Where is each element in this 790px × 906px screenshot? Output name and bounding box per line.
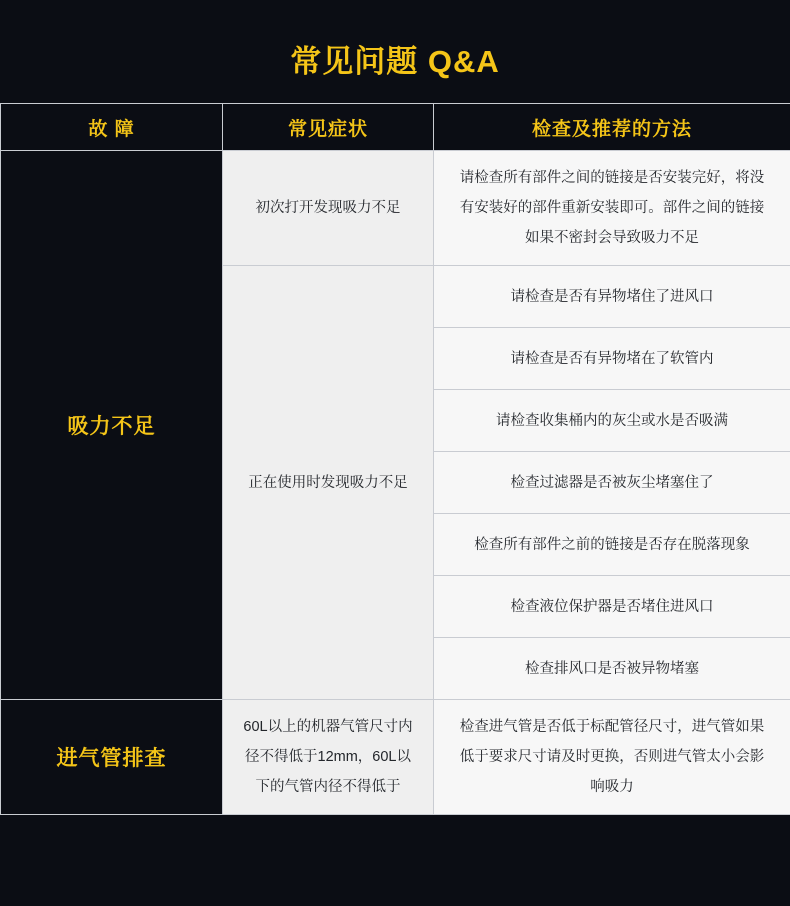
category-cell: 吸力不足 <box>1 151 223 700</box>
advice-cell: 请检查收集桶内的灰尘或水是否吸满 <box>434 390 790 452</box>
advice-cell: 检查排风口是否被异物堵塞 <box>434 638 790 700</box>
symptom-cell: 60L以上的机器气管尺寸内径不得低于12mm，60L以下的气管内径不得低于 <box>223 700 434 815</box>
column-header-fault: 故 障 <box>1 104 223 151</box>
table-header <box>1 104 790 151</box>
advice-cell: 请检查所有部件之间的链接是否安装完好，将没有安装好的部件重新安装即可。部件之间的链接如果不密封会导致吸力不足 <box>434 151 790 266</box>
symptom-cell: 初次打开发现吸力不足 <box>223 151 434 266</box>
faq-table <box>0 103 790 815</box>
advice-cell: 检查液位保护器是否堵住进风口 <box>434 576 790 638</box>
table-row <box>1 151 790 266</box>
column-header-symptom: 常见症状 <box>223 104 434 151</box>
advice-cell: 检查所有部件之前的链接是否存在脱落现象 <box>434 514 790 576</box>
advice-cell: 请检查是否有异物堵住了进风口 <box>434 266 790 328</box>
symptom-cell: 正在使用时发现吸力不足 <box>223 266 434 700</box>
table-header-row <box>1 104 790 151</box>
category-cell: 进气管排查 <box>1 700 223 815</box>
column-header-advice: 检查及推荐的方法 <box>434 104 790 151</box>
table-row <box>1 700 790 815</box>
table-body <box>1 151 790 815</box>
page-title: 常见问题 Q&A <box>290 44 500 79</box>
advice-cell: 检查进气管是否低于标配管径尺寸，进气管如果低于要求尺寸请及时更换，否则进气管太小会影响吸力 <box>434 700 790 815</box>
advice-cell: 请检查是否有异物堵在了软管内 <box>434 328 790 390</box>
advice-cell: 检查过滤器是否被灰尘堵塞住了 <box>434 452 790 514</box>
